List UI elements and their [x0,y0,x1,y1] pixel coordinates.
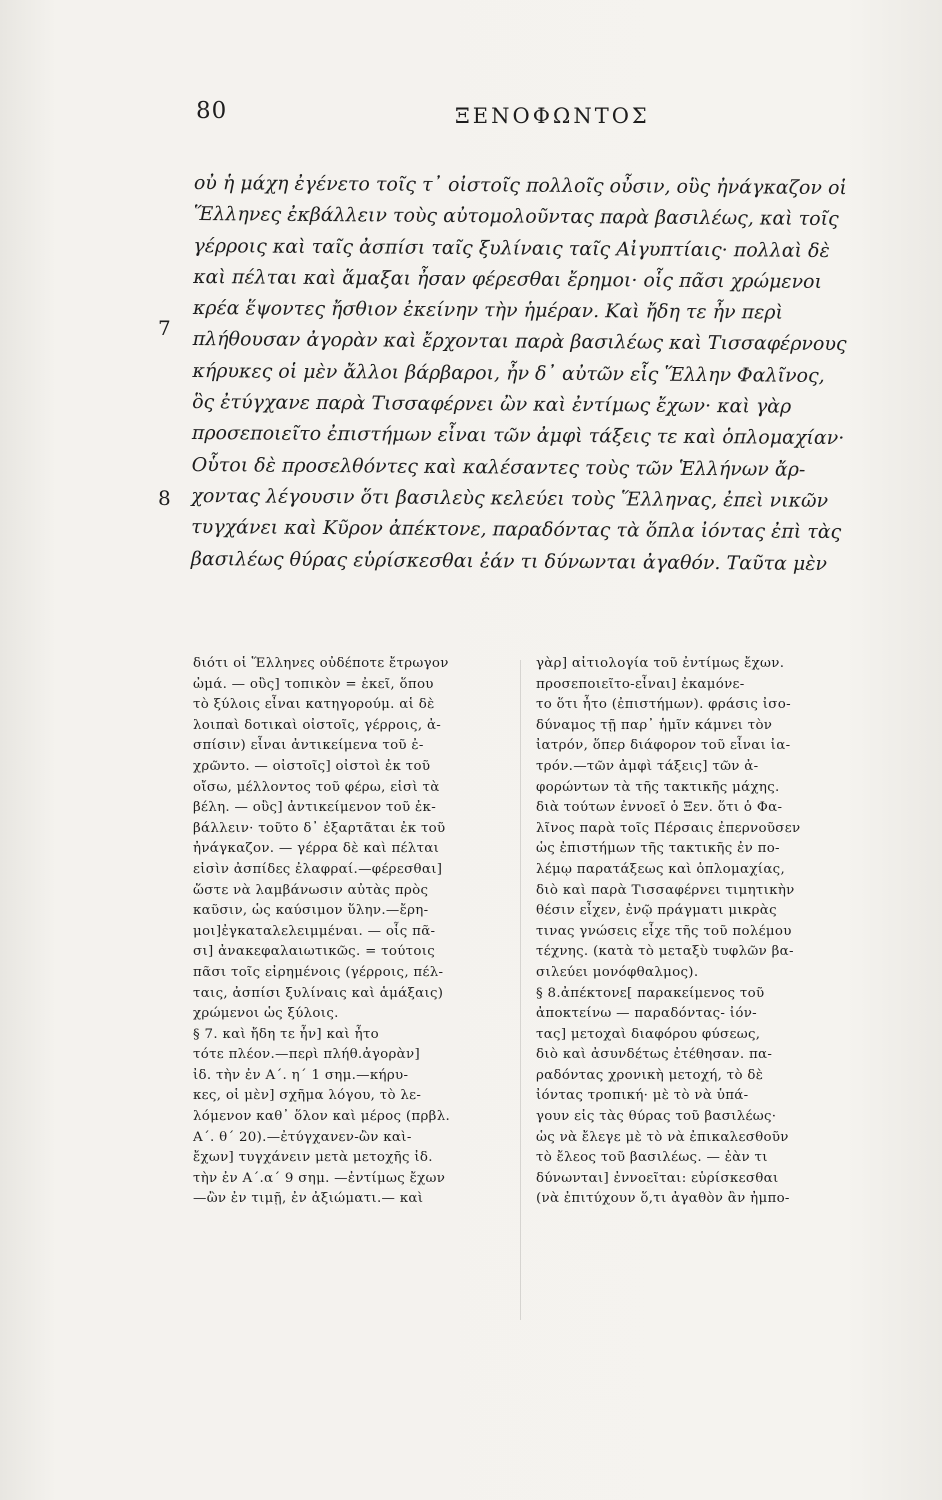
commentary-line: —ὢν ἐν τιμῇ, ἐν ἀξιώματι.— καὶ [193,1191,424,1207]
commentary-line: ἠνάγκαζον. — γέρρα δὲ καὶ πέλται [193,841,440,857]
commentary-line: λόμενον καθ᾿ ὅλον καὶ μέρος (πρβλ. [193,1109,451,1125]
commentary-line: το ὅτι ἦτο (ἐπιστήμων). φράσις ἰσο- [536,697,791,713]
page-header [0,96,942,136]
commentary-line: ὡς ἐπιστήμων τῆς τακτικῆς ἐν πο- [536,841,780,857]
section-marker-8: 8 [158,486,171,510]
commentary-line: § 8.ἀπέκτονε[ παρακείμενος τοῦ [536,985,765,1001]
commentary-line: ἰδ. τὴν ἐν Α΄. η΄ 1 σημ.—κήρυ- [193,1067,409,1083]
commentary-line: ταις, ἀσπίσι ξυλίναις καὶ ἁμάξαις) [193,985,444,1001]
commentary-line: χρῶντο. — οἰστοῖς] οἰστοὶ ἐκ τοῦ [193,758,431,774]
commentary-line: λοιπαὶ δοτικαὶ οἰστοῖς, γέρροις, ἀ- [193,717,442,733]
commentary-line: τότε πλέον.—περὶ πλήθ.ἀγορὰν] [193,1047,420,1063]
text-line: πλήθουσαν ἀγορὰν καὶ ἔρχονται παρὰ βασιλέως καὶ Τισσαφέρνους [192,328,847,356]
commentary-line: τὸ ἔλεος τοῦ βασιλέως. — ἐὰν τι [536,1150,768,1166]
commentary-line: τὴν ἐν Α΄.α΄ 9 σημ. —ἐντίμως ἔχων [193,1170,446,1186]
main-greek-text [191,168,906,580]
commentary-line: ὥστε νὰ λαμβάνωσιν αὐτὰς πρὸς [193,882,429,898]
commentary-line: θέσιν εἶχεν, ἐνῷ πράγματι μικρὰς [536,903,777,919]
commentary-line: ραδόντας χρονικὴ μετοχή, τὸ δὲ [536,1067,764,1083]
commentary-line: ἀποκτείνω — παραδόντας- ἰόν- [536,1006,757,1022]
commentary-line: τινας γνώσεις εἶχε τῆς τοῦ πολέμου [536,923,792,939]
text-line: καὶ πέλται καὶ ἅμαξαι ἦσαν φέρεσθαι ἔρημοι· οἷς πᾶσι χρώμενοι [193,265,823,293]
text-line: ὃς ἐτύγχανε παρὰ Τισσαφέρνει ὢν καὶ ἐντίμως ἔχων· καὶ γὰρ [192,391,792,418]
text-line: βασιλέως θύρας εὑρίσκεσθαι ἐάν τι δύνωνται ἀγαθόν. Ταῦτα μὲν [190,547,828,575]
text-line: προσεποιεῖτο ἐπιστήμων εἶναι τῶν ἀμφὶ τάξεις τε καὶ ὁπλομαχίαν· [191,422,845,450]
commentary-line: σι] ἀνακεφαλαιωτικῶς. = τούτοις [193,944,436,960]
commentary-line: βέλη. — οὓς] ἀντικείμενον τοῦ ἐκ- [193,800,437,816]
commentary-line: βάλλειν· τοῦτο δ᾿ ἐξαρτᾶται ἐκ τοῦ [193,820,446,836]
text-line: κήρυκες οἱ μὲν ἄλλοι βάρβαροι, ἦν δ᾿ αὐτῶν εἷς Ἕλλην Φαλῖνος, [192,359,825,387]
commentary-line: τὸ ξύλοις εἶναι κατηγορούμ. αἱ δὲ [193,697,435,713]
commentary-line: ἰατρόν, ὅπερ διάφορον τοῦ εἶναι ἰα- [536,738,791,754]
commentary-line: § 7. καὶ ἤδη τε ἦν] καὶ ἦτο [193,1026,380,1042]
commentary-right-column [536,654,884,1210]
commentary-line: γὰρ] αἰτιολογία τοῦ ἐντίμως ἔχων. [536,656,785,671]
text-line: Ἕλληνες ἐκβάλλειν τοὺς αὐτομολοῦντας παρὰ βασιλέως, καὶ τοῖς [193,203,839,231]
commentary-line: τέχνης. (κατὰ τὸ μεταξὺ τυφλῶν βα- [536,944,794,960]
commentary-line: διὸ καὶ ἀσυνδέτως ἐτέθησαν. πα- [536,1047,773,1063]
commentary-line: σιλεύει μονόφθαλμος). [536,964,699,980]
commentary-line: τρόν.—τῶν ἀμφὶ τάξεις] τῶν ἀ- [536,758,759,774]
commentary-line: χρώμενοι ὡς ξύλοις. [193,1006,339,1022]
commentary-line: (νὰ ἐπιτύχουν ὅ,τι ἀγαθὸν ἂν ἠμπο- [536,1191,790,1207]
commentary-line: οἴσω, μέλλοντος τοῦ φέρω, εἰσὶ τὰ [193,779,440,795]
commentary-line: τας] μετοχαὶ διαφόρου φύσεως, [536,1026,761,1042]
commentary-line: ὡς νὰ ἔλεγε μὲ τὸ νὰ ἐπικαλεσθοῦν [536,1129,789,1145]
commentary-line: προσεποιεῖτο-εἶναι] ἐκαμόνε- [536,676,745,692]
commentary-line: λῖνος παρὰ τοῖς Πέρσαις ἐπερνοῦσεν [536,820,801,836]
commentary-line: ὠμά. — οὓς] τοπικὸν = ἐκεῖ, ὅπου [193,676,434,692]
commentary-line: διότι οἱ Ἕλληνες οὐδέποτε ἔτρωγον [193,656,449,671]
text-line: χοντας λέγουσιν ὅτι βασιλεὺς κελεύει τοὺς Ἕλληνας, ἐπεὶ νικῶν [191,484,829,512]
commentary-line: σπίσιν) εἶναι ἀντικείμενα τοῦ ἐ- [193,738,424,754]
text-line: οὐ ἡ μάχη ἐγένετο τοῖς τ᾿ οἰστοῖς πολλοῖς οὖσιν, οὓς ἠνάγκαζον οἱ [193,171,847,200]
commentary-line: κες, οἱ μὲν] σχῆμα λόγου, τὸ λε- [193,1088,422,1104]
commentary-line: καῦσιν, ὡς καύσιμον ὕλην.—ἔρη- [193,903,429,919]
text-line: γέρροις καὶ ταῖς ἀσπίσι ταῖς ξυλίναις ταῖς Αἰγυπτίαις· πολλαὶ δὲ [193,234,830,262]
commentary-line: ἰόντας τροπική· μὲ τὸ νὰ ὑπά- [536,1088,749,1104]
section-marker-7: 7 [158,316,171,340]
running-title: ΞΕΝΟΦΩΝΤΟΣ [455,104,650,128]
commentary-line: γουν εἰς τὰς θύρας τοῦ βασιλέως· [536,1109,777,1125]
commentary-line: μοι]ἐγκαταλελειμμέναι. — οἷς πᾶ- [193,923,436,939]
text-line: Οὗτοι δὲ προσελθόντες καὶ καλέσαντες τοὺς τῶν Ἑλλήνων ἄρ- [191,453,806,481]
text-line: κρέα ἕψοντες ἤσθιον ἐκείνην τὴν ἡμέραν. Καὶ ἤδη τε ἦν περὶ [192,297,784,324]
commentary-line: ἔχων] τυγχάνειν μετὰ μετοχῆς ἰδ. [193,1150,433,1166]
commentary-line: δύνωνται] ἐννοεῖται: εὑρίσκεσθαι [536,1170,779,1186]
page-number: 80 [196,98,228,124]
commentary-line: Α΄. θ΄ 20).—ἐτύγχανεν-ὢν καὶ- [193,1129,412,1145]
commentary-line: φορώντων τὰ τῆς τακτικῆς μάχης. [536,779,780,795]
commentary-line: διὰ τούτων ἐννοεῖ ὁ Ξεν. ὅτι ὁ Φα- [536,800,783,816]
commentary-line: πᾶσι τοῖς εἰρημένοις (γέρροις, πέλ- [193,964,444,980]
commentary-line: δύναμος τῇ παρ᾿ ἡμῖν κάμνει τὸν [536,717,773,733]
commentary-line: λέμῳ παρατάξεως καὶ ὁπλομαχίας, [536,861,786,877]
commentary-line: διὸ καὶ παρὰ Τισσαφέρνει τιμητικὴν [536,882,795,898]
commentary-left-column [193,654,541,1210]
text-line: τυγχάνει καὶ Κῦρον ἀπέκτονε, παραδόντας τὰ ὅπλα ἰόντας ἐπὶ τὰς [191,516,842,544]
commentary-line: εἰσὶν ἀσπίδες ἐλαφραί.—φέρεσθαι] [193,861,443,877]
